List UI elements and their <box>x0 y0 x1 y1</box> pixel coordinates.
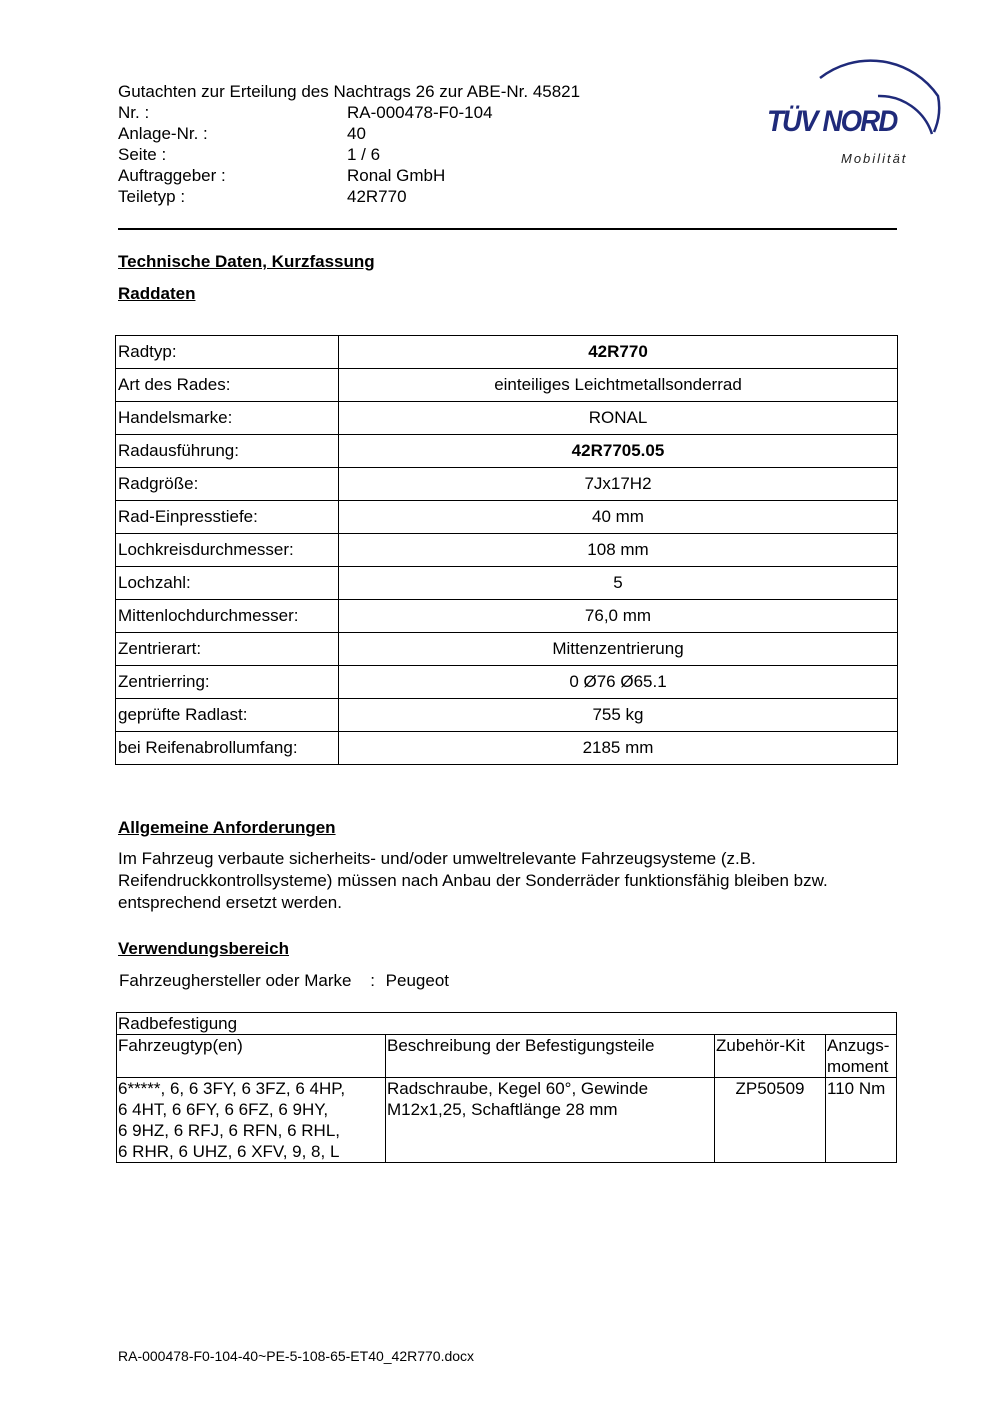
accessory-kit-cell: ZP50509 <box>715 1078 826 1163</box>
manufacturer-value: Peugeot <box>385 971 449 990</box>
raddaten-key: geprüfte Radlast: <box>116 699 339 732</box>
raddaten-value: RONAL <box>339 402 898 435</box>
header-divider <box>118 228 897 230</box>
header-label: Teiletyp : <box>118 187 186 206</box>
requirements-text: Im Fahrzeug verbaute sicherheits- und/oder umweltrelevante Fahrzeugsysteme (z.B. Reifendruckkontrollsysteme) müssen nach Anbau der Sonderräder funktionsfähig bleiben bzw. entsprechend ersetzt werden. <box>118 849 828 912</box>
raddaten-key: Radgröße: <box>116 468 339 501</box>
raddaten-key: Mittenlochdurchmesser: <box>116 600 339 633</box>
fastener-description-cell: Radschraube, Kegel 60°, Gewinde M12x1,25, Schaftlänge 28 mm <box>386 1078 715 1163</box>
vehicle-types-cell: 6*****, 6, 6 3FY, 6 3FZ, 6 4HP, 6 4HT, 6 6FY, 6 6FZ, 6 9HY, 6 9HZ, 6 RFJ, 6 RFN, 6 RHL, 6 RHR, 6 UHZ, 6 XFV, 9, 8, L <box>117 1078 386 1163</box>
header-label: Seite : <box>118 145 167 164</box>
raddaten-value: 2185 mm <box>339 732 898 765</box>
raddaten-value: 40 mm <box>339 501 898 534</box>
section-heading: Verwendungsbereich <box>118 939 289 958</box>
header-value: 1 / 6 <box>347 145 381 164</box>
raddaten-value: 76,0 mm <box>339 600 898 633</box>
raddaten-row <box>116 402 898 435</box>
raddaten-table <box>115 335 898 765</box>
raddaten-value: 755 kg <box>339 699 898 732</box>
raddaten-row <box>116 633 898 666</box>
header-value: 42R770 <box>347 187 407 206</box>
logo-subtitle: Mobilität <box>841 151 908 166</box>
header-label: Auftraggeber : <box>118 166 226 185</box>
logo-name: TÜV NORD <box>767 105 897 138</box>
raddaten-value: 5 <box>339 567 898 600</box>
section-heading: Technische Daten, Kurzfassung <box>118 252 375 271</box>
raddaten-key: Radtyp: <box>116 336 339 369</box>
raddaten-key: Lochkreisdurchmesser: <box>116 534 339 567</box>
column-header: Anzugs- moment <box>826 1035 897 1078</box>
manufacturer-line <box>119 971 449 991</box>
raddaten-row <box>116 435 898 468</box>
raddaten-row <box>116 600 898 633</box>
tuv-nord-logo <box>760 56 950 176</box>
raddaten-value: Mittenzentrierung <box>339 633 898 666</box>
radbefestigung-title: Radbefestigung <box>117 1013 897 1035</box>
raddaten-row <box>116 666 898 699</box>
raddaten-key: Zentrierart: <box>116 633 339 666</box>
raddaten-value: 42R770 <box>339 336 898 369</box>
raddaten-row <box>116 369 898 402</box>
footer-filename: RA-000478-F0-104-40~PE-5-108-65-ET40_42R770.docx <box>118 1348 475 1364</box>
section-heading: Allgemeine Anforderungen <box>118 818 336 837</box>
raddaten-key: Lochzahl: <box>116 567 339 600</box>
header-value: RA-000478-F0-104 <box>347 103 493 122</box>
raddaten-key: Radausführung: <box>116 435 339 468</box>
document-title: Gutachten zur Erteilung des Nachtrags 26 zur ABE-Nr. 45821 <box>118 82 581 101</box>
raddaten-row <box>116 336 898 369</box>
radbefestigung-table <box>116 1012 897 1163</box>
raddaten-key: Zentrierring: <box>116 666 339 699</box>
column-header: Beschreibung der Befestigungsteile <box>386 1035 715 1078</box>
raddaten-value: 0 Ø76 Ø65.1 <box>339 666 898 699</box>
raddaten-row <box>116 534 898 567</box>
torque-cell: 110 Nm <box>826 1078 897 1163</box>
raddaten-value: 108 mm <box>339 534 898 567</box>
raddaten-row <box>116 732 898 765</box>
column-header: Zubehör-Kit <box>715 1035 826 1078</box>
raddaten-row <box>116 567 898 600</box>
manufacturer-label: Fahrzeughersteller oder Marke <box>119 971 352 990</box>
raddaten-row <box>116 501 898 534</box>
raddaten-row <box>116 699 898 732</box>
raddaten-key: Art des Rades: <box>116 369 339 402</box>
manufacturer-separator: : <box>370 971 375 990</box>
section-heading: Raddaten <box>118 284 196 303</box>
column-header: Fahrzeugtyp(en) <box>117 1035 386 1078</box>
raddaten-key: bei Reifenabrollumfang: <box>116 732 339 765</box>
raddaten-key: Rad-Einpresstiefe: <box>116 501 339 534</box>
header-label: Nr. : <box>118 103 150 122</box>
header-label: Anlage-Nr. : <box>118 124 208 143</box>
header-value: 40 <box>347 124 366 143</box>
raddaten-value: einteiliges Leichtmetallsonderrad <box>339 369 898 402</box>
raddaten-row <box>116 468 898 501</box>
raddaten-value: 7Jx17H2 <box>339 468 898 501</box>
raddaten-key: Handelsmarke: <box>116 402 339 435</box>
raddaten-value: 42R7705.05 <box>339 435 898 468</box>
header-info <box>118 102 493 207</box>
header-value: Ronal GmbH <box>347 166 446 185</box>
